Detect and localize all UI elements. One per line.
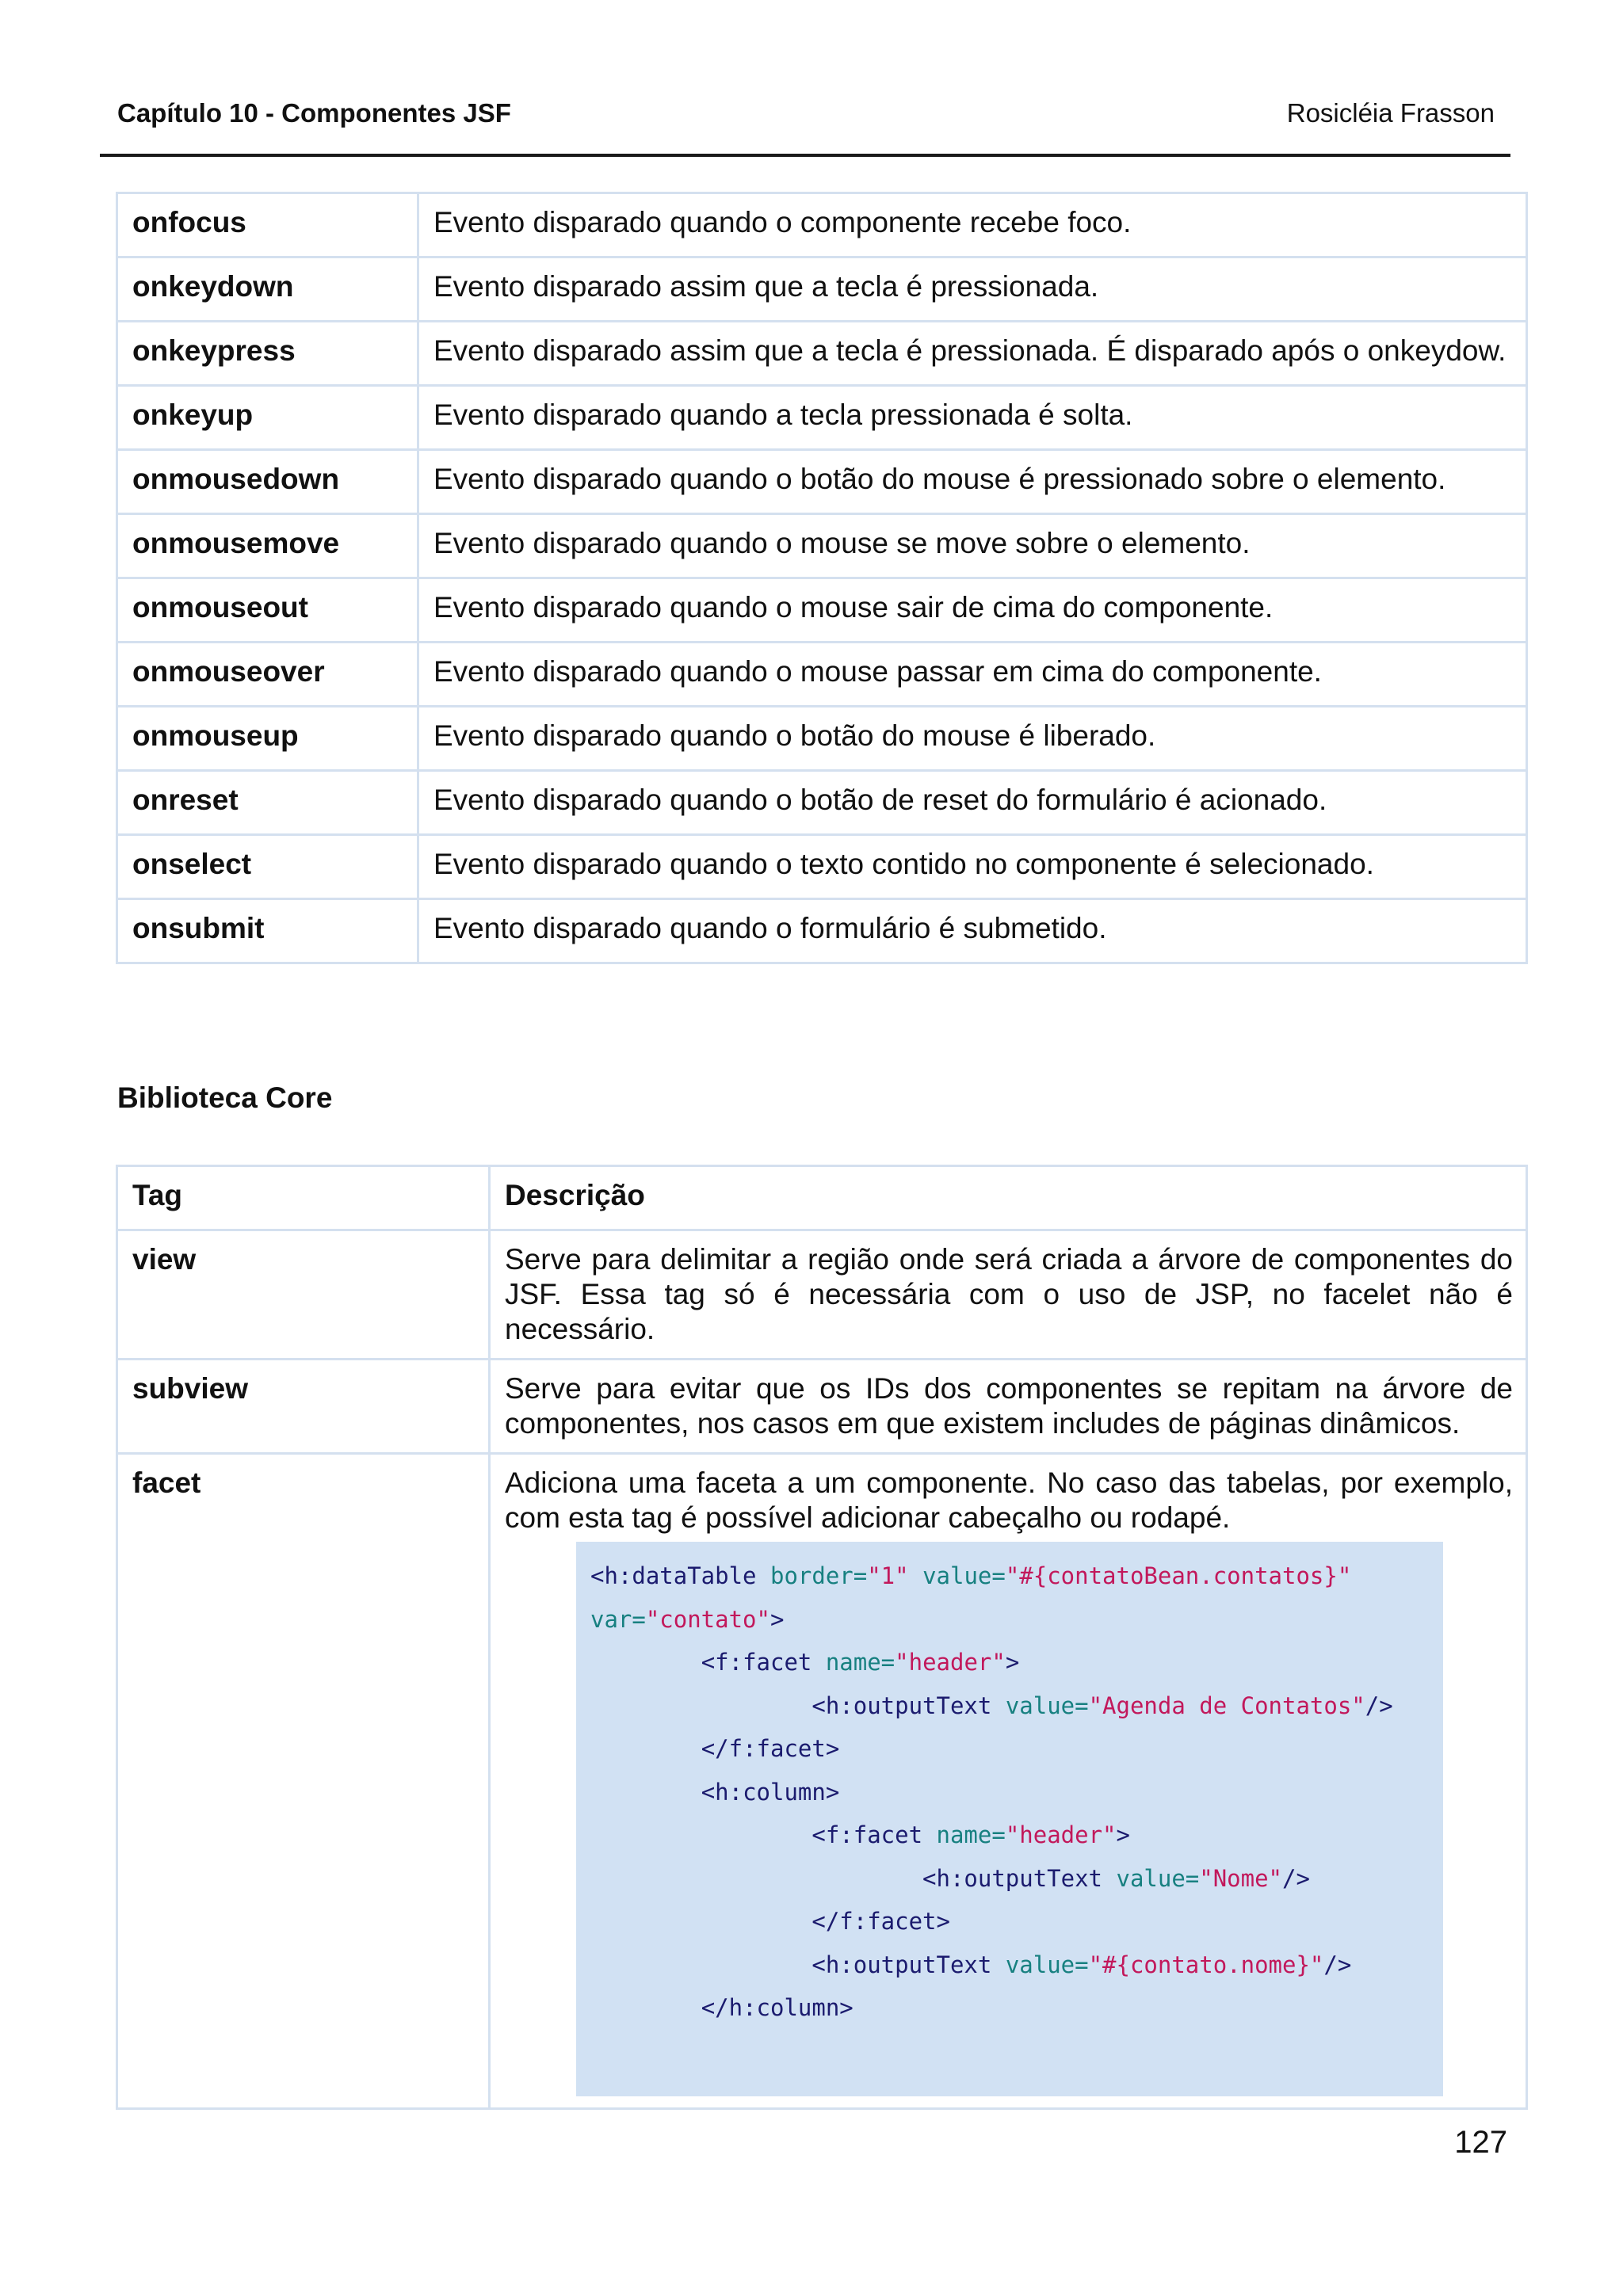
event-description: Evento disparado quando o botão de reset do formulário é acionado.: [418, 771, 1527, 835]
code-line: <h:outputText value="#{contato.nome}"/>: [812, 1951, 1352, 1978]
table-row: [117, 514, 1527, 578]
table-header-row: [117, 1166, 1527, 1230]
table-row: [117, 578, 1527, 643]
table-row: [117, 1454, 1527, 2109]
table-row: [117, 1360, 1527, 1454]
code-line: <h:column>: [701, 1778, 840, 1806]
event-description: Evento disparado quando o mouse se move sobre o elemento.: [418, 514, 1527, 578]
event-description: Evento disparado assim que a tecla é pressionada. É disparado após o onkeydow.: [418, 322, 1527, 386]
page-number: 127: [1454, 2125, 1507, 2160]
table-row: [117, 386, 1527, 450]
code-example: [576, 1542, 1443, 2096]
event-name: onmouseout: [117, 578, 418, 643]
event-name: onkeypress: [117, 322, 418, 386]
event-name: onmousedown: [117, 450, 418, 514]
event-description: Evento disparado quando o botão do mouse é liberado.: [418, 707, 1527, 771]
event-description: Evento disparado quando a tecla pressionada é solta.: [418, 386, 1527, 450]
event-name: onreset: [117, 771, 418, 835]
event-description: Evento disparado quando o mouse passar em cima do componente.: [418, 643, 1527, 707]
code-line: var="contato">: [590, 1605, 785, 1633]
column-header-description: Descrição: [490, 1166, 1527, 1230]
code-line: <f:facet name="header">: [701, 1649, 1020, 1676]
section-title: Biblioteca Core: [117, 1081, 333, 1114]
event-name: onmouseup: [117, 707, 418, 771]
tag-description: Serve para delimitar a região onde será criada a árvore de componentes do JSF. Essa tag só é necessária com o uso de JSP, no facelet não é necessário.: [490, 1230, 1527, 1360]
event-name: onmouseover: [117, 643, 418, 707]
table-row: [117, 707, 1527, 771]
event-name: onselect: [117, 835, 418, 899]
event-name: onkeydown: [117, 257, 418, 322]
event-description: Evento disparado quando o componente recebe foco.: [418, 193, 1527, 257]
table-row: [117, 899, 1527, 963]
column-header-tag: Tag: [117, 1166, 490, 1230]
event-name: onfocus: [117, 193, 418, 257]
code-line: <h:dataTable border="1" value="#{contatoBean.contatos}": [590, 1562, 1352, 1589]
code-line: </f:facet>: [812, 1908, 950, 1935]
table-row: [117, 643, 1527, 707]
code-line: <h:outputText value="Agenda de Contatos"/>: [812, 1691, 1393, 1719]
tag-description-cell: [490, 1454, 1527, 2109]
event-name: onmousemove: [117, 514, 418, 578]
author-name: Rosicléia Frasson: [1286, 98, 1495, 128]
code-line: <f:facet name="header">: [812, 1821, 1130, 1848]
event-description: Evento disparado quando o botão do mouse é pressionado sobre o elemento.: [418, 450, 1527, 514]
event-name: onkeyup: [117, 386, 418, 450]
table-row: [117, 1230, 1527, 1360]
event-description: Evento disparado assim que a tecla é pressionada.: [418, 257, 1527, 322]
table-row: [117, 193, 1527, 257]
table-row: [117, 257, 1527, 322]
table-row: [117, 450, 1527, 514]
tag-name: subview: [117, 1360, 490, 1454]
tag-name: facet: [117, 1454, 490, 2109]
event-name: onsubmit: [117, 899, 418, 963]
code-line: <h:outputText value="Nome"/>: [922, 1864, 1310, 1892]
core-tags-table: [116, 1165, 1528, 2110]
code-line: </f:facet>: [701, 1735, 840, 1762]
event-description: Evento disparado quando o texto contido no componente é selecionado.: [418, 835, 1527, 899]
tag-description: Adiciona uma faceta a um componente. No caso das tabelas, por exemplo, com esta tag é possível adicionar cabeçalho ou rodapé.: [505, 1466, 1513, 1534]
table-row: [117, 322, 1527, 386]
events-table: [116, 192, 1528, 964]
chapter-title: Capítulo 10 - Componentes JSF: [117, 98, 511, 128]
tag-name: view: [117, 1230, 490, 1360]
event-description: Evento disparado quando o mouse sair de cima do componente.: [418, 578, 1527, 643]
tag-description: Serve para evitar que os IDs dos componentes se repitam na árvore de componentes, nos casos em que existem includes de páginas dinâmicos.: [490, 1360, 1527, 1454]
page-header: [100, 93, 1510, 157]
event-description: Evento disparado quando o formulário é submetido.: [418, 899, 1527, 963]
table-row: [117, 835, 1527, 899]
code-line: </h:column>: [701, 1994, 854, 2021]
table-row: [117, 771, 1527, 835]
